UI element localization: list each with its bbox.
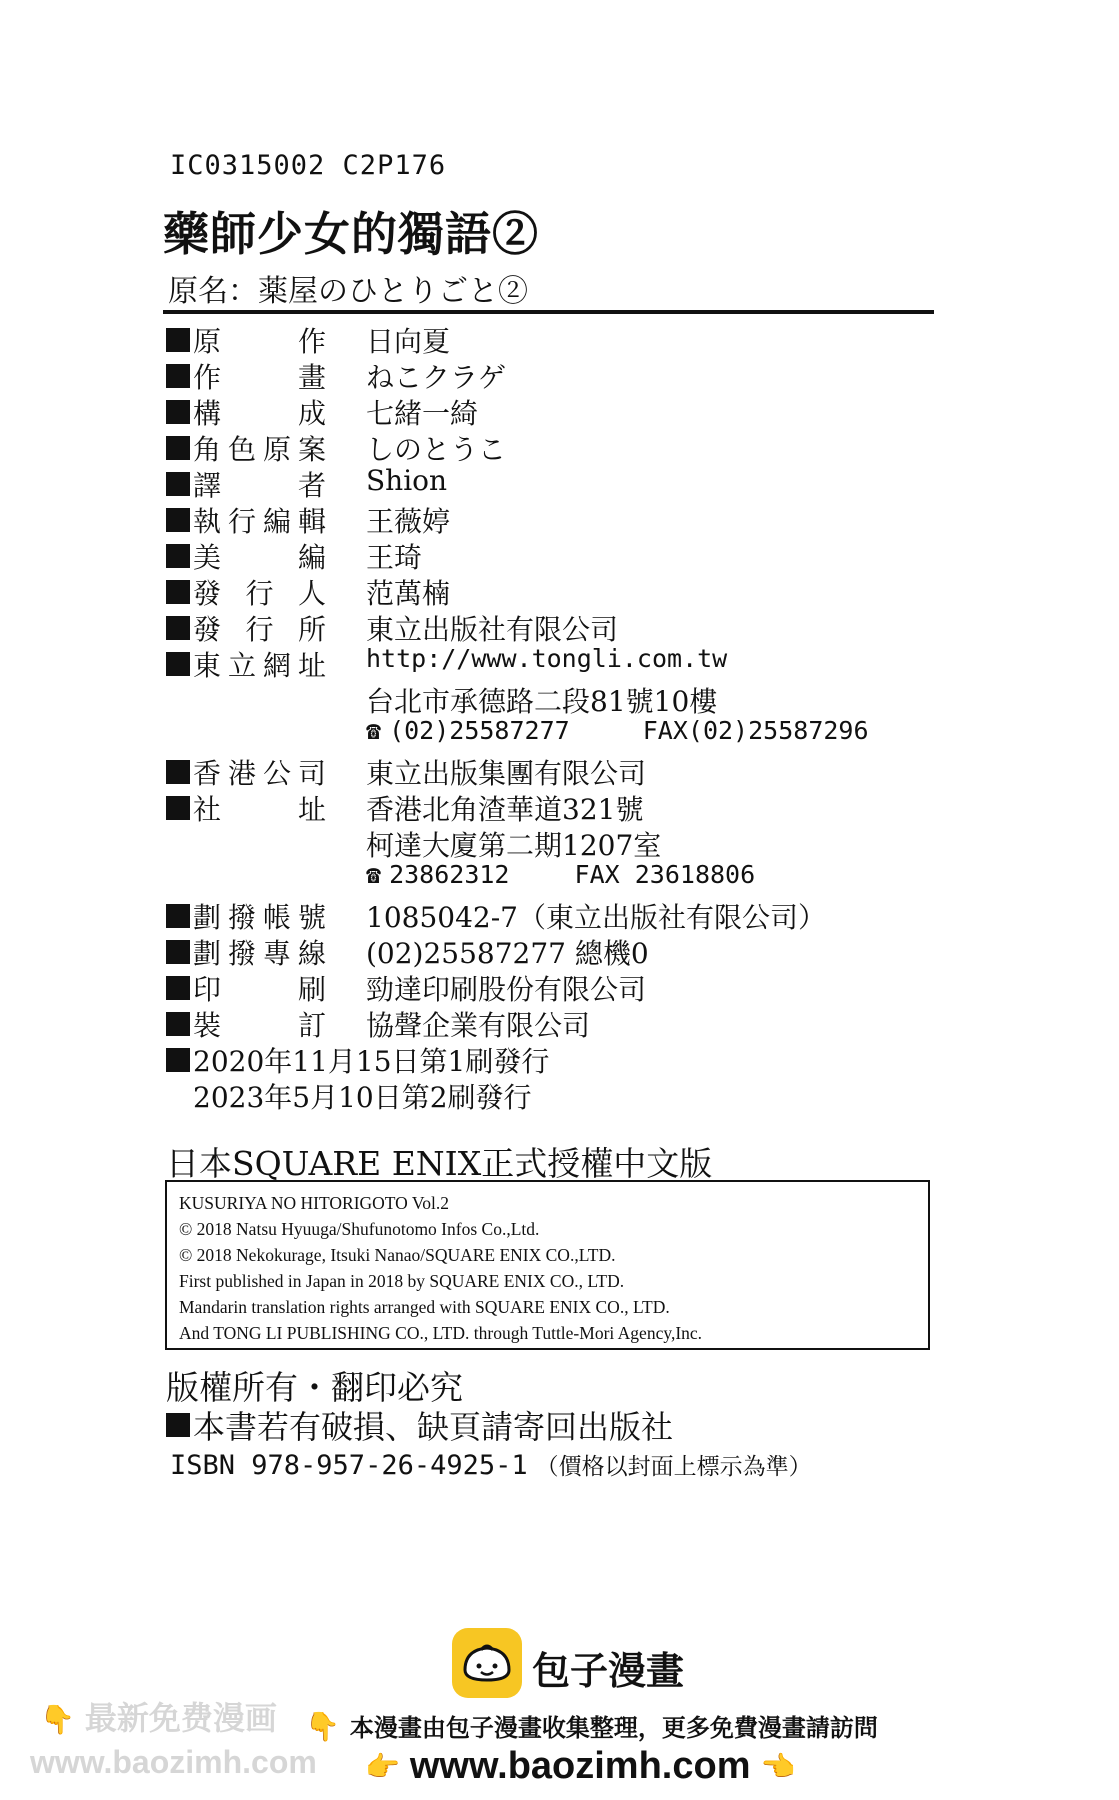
- copyright-line: © 2018 Nekokurage, Itsuki Nanao/SQUARE ENIX CO.,LTD.: [179, 1245, 616, 1265]
- title-divider: [163, 310, 934, 314]
- bullet-square: [166, 1048, 190, 1072]
- copyright-line: And TONG LI PUBLISHING CO., LTD. through Tuttle-Mori Agency,Inc.: [179, 1323, 703, 1343]
- bullet-square: [166, 1012, 190, 1036]
- bullet-square: [166, 976, 190, 1000]
- credit-label: 作 畫: [193, 361, 326, 394]
- credit-value: 協聲企業有限公司: [366, 1009, 591, 1042]
- pointing-hand-left-icon: 👈: [760, 1751, 796, 1782]
- pointing-hand-icon: 👇: [305, 1711, 340, 1742]
- credit-value: 范萬楠: [366, 577, 451, 610]
- bullet-square: [166, 436, 190, 460]
- product-code: IC0315002 C2P176: [170, 150, 447, 181]
- bullet-square: [166, 580, 190, 604]
- credit-label: 譯 者: [193, 469, 326, 502]
- rights-statement: 版權所有・翻印必究: [166, 1368, 463, 1407]
- baozi-logo-icon: [452, 1628, 522, 1698]
- phone-icon: ☎: [366, 860, 382, 889]
- credit-value: ねこクラゲ: [366, 361, 507, 394]
- credit-value: 香港北角渣華道321號: [366, 793, 644, 826]
- bullet-square: [166, 796, 190, 820]
- credit-label: 發 行 所: [193, 613, 326, 646]
- credit-label: 執 行 編 輯: [193, 505, 326, 538]
- bullet-square: [166, 364, 190, 388]
- credit-label: 東 立 網 址: [193, 649, 326, 682]
- credit-value: 東立出版集團有限公司: [366, 757, 647, 790]
- bullet-square: [166, 328, 190, 352]
- bullet-square: [166, 904, 190, 928]
- credit-label: 原 作: [193, 325, 326, 358]
- credit-value: Shion: [366, 464, 448, 497]
- pointing-hand-right-icon: 👉: [365, 1751, 400, 1782]
- credit-label: 印 刷: [193, 973, 326, 1006]
- print-date-1: 2020年11月15日第1刷發行: [193, 1045, 550, 1078]
- bullet-square: [166, 544, 190, 568]
- bullet-square: [166, 940, 190, 964]
- copyright-line: Mandarin translation rights arranged with SQUARE ENIX CO., LTD.: [179, 1297, 670, 1317]
- print-history-2: [166, 1076, 532, 1114]
- credit-label: 美 編: [193, 541, 326, 574]
- address-taipei: 台北市承德路二段81號10樓: [366, 685, 718, 718]
- bullet-square: [166, 472, 190, 496]
- website-url: http://www.tongli.com.tw: [366, 644, 728, 673]
- copyright-line: KUSURIYA NO HITORIGOTO Vol.2: [179, 1193, 449, 1213]
- bullet-square: [166, 400, 190, 424]
- bullet-square: [166, 508, 190, 532]
- hk-address-line2: 柯達大廈第二期1207室: [366, 829, 662, 862]
- bullet-square: [166, 616, 190, 640]
- credit-value: 1085042-7（東立出版社有限公司）: [366, 901, 826, 934]
- isbn-number: ISBN 978-957-26-4925-1: [170, 1450, 528, 1481]
- fax-number: FAX(02)25587296: [642, 716, 869, 745]
- phone-number: 23862312: [389, 860, 510, 889]
- watermark-url-row: [355, 1745, 805, 1788]
- bullet-square: [166, 1413, 190, 1437]
- credit-label: 劃 撥 專 線: [193, 937, 326, 970]
- price-note: （價格以封面上標示為準）: [535, 1454, 812, 1480]
- faint-watermark: 👇 最新免费漫画 www.baozimh.com: [30, 1700, 317, 1780]
- copyright-line: First published in Japan in 2018 by SQUARE ENIX CO., LTD.: [179, 1271, 625, 1291]
- credit-value: しのとうこ: [366, 433, 507, 466]
- watermark-url[interactable]: www.baozimh.com: [409, 1745, 751, 1787]
- phone-number: (02)25587277: [389, 716, 570, 745]
- credit-value: (02)25587277 總機0: [366, 937, 649, 970]
- watermark-message: 👇 本漫畫由包子漫畫收集整理，更多免費漫畫請訪問: [305, 1711, 878, 1742]
- fax-number: FAX 23618806: [574, 860, 756, 889]
- copyright-line: © 2018 Natsu Hyuuga/Shufunotomo Infos Co.,Ltd.: [179, 1219, 540, 1239]
- credit-value: 七緒一綺: [366, 397, 479, 430]
- print-history-1: [166, 1040, 550, 1078]
- credit-value: 日向夏: [366, 325, 451, 358]
- copyright-box: [165, 1180, 930, 1350]
- phone-icon: ☎: [366, 716, 382, 745]
- credit-label: 發 行 人: [193, 577, 326, 610]
- credit-label: 劃 撥 帳 號: [193, 901, 326, 934]
- edition-statement: 日本SQUARE ENIX正式授權中文版: [166, 1144, 713, 1183]
- credit-value: 東立出版社有限公司: [366, 613, 619, 646]
- bullet-square: [166, 652, 190, 676]
- print-date-2: 2023年5月10日第2刷發行: [193, 1081, 532, 1114]
- credit-value: 王薇婷: [366, 505, 451, 538]
- credit-label: 角 色 原 案: [193, 433, 326, 466]
- notice-text: 本書若有破損、缺頁請寄回出版社: [193, 1408, 674, 1446]
- watermark-brand: 包子漫畫: [532, 1651, 685, 1693]
- credit-label: 社 址: [193, 793, 326, 826]
- bullet-square: [166, 760, 190, 784]
- credit-label: 構 成: [193, 397, 326, 430]
- credit-value: 勁達印刷股份有限公司: [366, 973, 647, 1006]
- credit-value: 王琦: [366, 541, 423, 574]
- isbn-line: [170, 1448, 812, 1481]
- credit-label: 裝 訂: [193, 1009, 326, 1042]
- pointing-hand-icon: 👇: [40, 1704, 75, 1735]
- credit-label: 香 港 公 司: [193, 757, 326, 790]
- original-title: 原名：薬屋のひとりごと②: [168, 274, 528, 309]
- book-title: 藥師少女的獨語②: [163, 207, 539, 261]
- damage-notice: [166, 1402, 673, 1448]
